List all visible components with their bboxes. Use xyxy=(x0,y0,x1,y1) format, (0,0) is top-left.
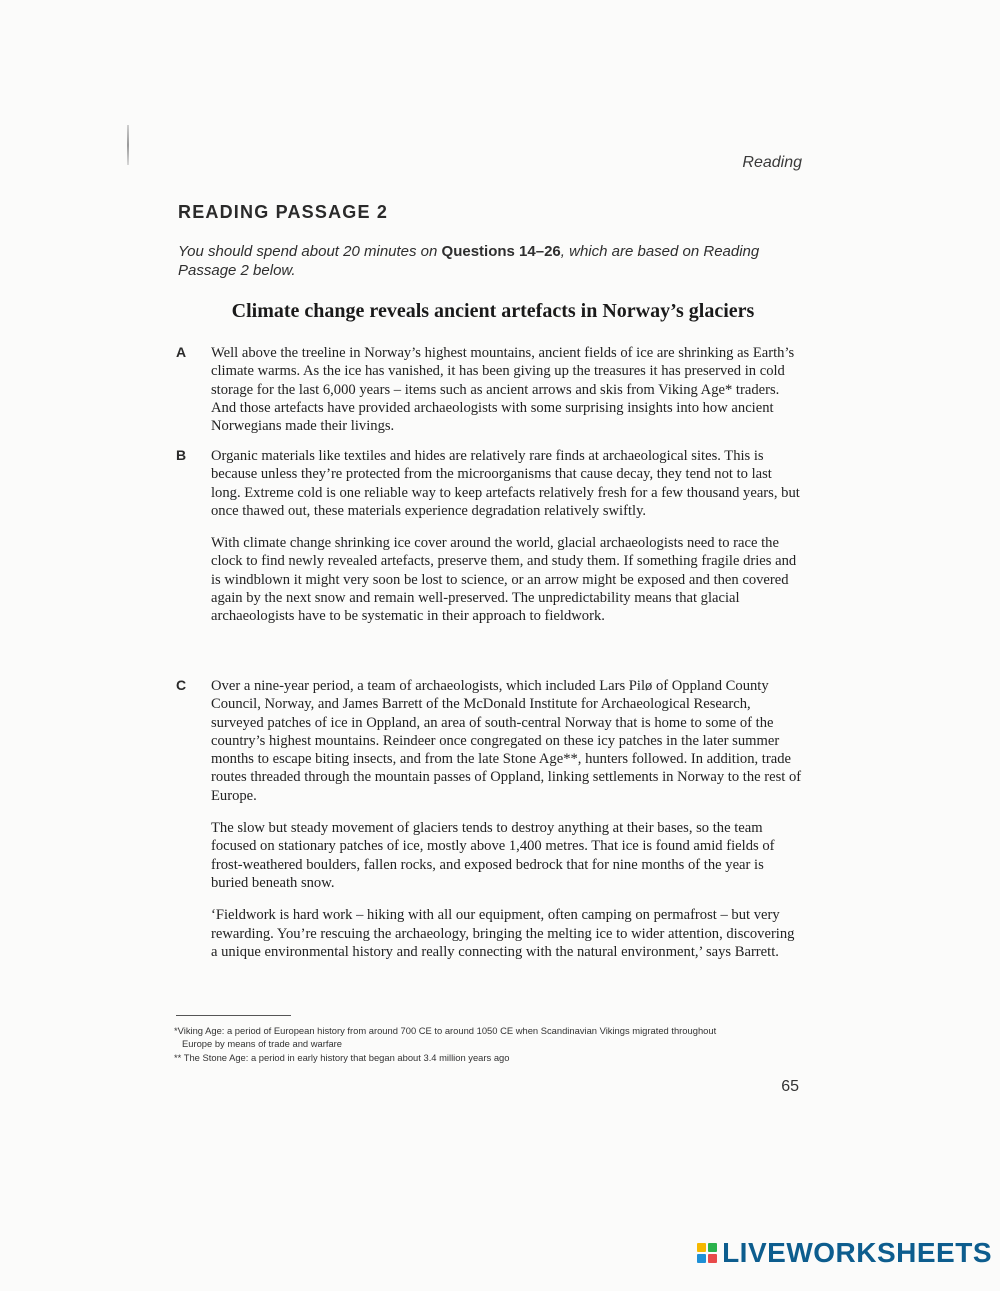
footnotes xyxy=(174,1024,784,1065)
section-letter-a: A xyxy=(176,344,187,360)
logo-square-yellow xyxy=(697,1243,706,1252)
instructions-text-pre: You should spend about 20 minutes on xyxy=(178,243,442,260)
section-b xyxy=(176,447,816,640)
footnote-viking-age-line1: *Viking Age: a period of European history from around 700 CE to around 1050 CE when Scandinavian Vikings migrated throughout xyxy=(174,1025,717,1036)
running-head: Reading xyxy=(742,154,802,171)
section-c xyxy=(176,677,816,975)
instructions xyxy=(178,242,808,280)
scan-artifact-mark xyxy=(127,125,129,165)
footnote-stone-age xyxy=(174,1051,784,1064)
paragraph-c-1: Over a nine-year period, a team of archaeologists, which included Lars Pilø of Oppland County Council, Norway, and James Barrett of the McDonald Institute for Archaeological Research, surveyed patches of ice in Oppland, an area of south-central Norway that is home to some of the country’s highest mountains. Reindeer once congregated on these icy patches in the later summer months to escape biting insects, and from the late Stone Age**, hunters followed. In addition, trade routes threaded through the mountain passes of Oppland, linking settlements in Norway to the rest of Europe. xyxy=(211,678,802,804)
section-a xyxy=(176,344,816,449)
footnote-viking-age xyxy=(174,1024,784,1050)
paragraph-c-2: The slow but steady movement of glaciers tends to destroy anything at their bases, so the team focused on stationary patches of ice, mostly above 1,400 metres. That ice is found amid fields of frost-weathered boulders, fallen rocks, and exposed bedrock that for nine months of the year is buried beneath snow. xyxy=(211,820,775,891)
paragraph-b-2: With climate change shrinking ice cover around the world, glacial archaeologists need to race the clock to find newly revealed artefacts, preserve them, and study them. If something fragile dries and is windblown it might very soon be lost to science, or an arrow might be exposed and then covered again by the next snow and remain well-preserved. The unpredictability means that glacial archaeologists have to be systematic in their approach to fieldwork. xyxy=(211,535,797,625)
instructions-text-post: , which are based on Reading Passage 2 below. xyxy=(178,243,760,279)
footnote-divider xyxy=(176,1015,291,1016)
page-number: 65 xyxy=(781,1078,799,1095)
logo-square-blue xyxy=(697,1254,706,1263)
passage-label: READING PASSAGE 2 xyxy=(178,202,389,222)
section-letter-c: C xyxy=(176,677,187,693)
article-title: Climate change reveals ancient artefacts in Norway’s glaciers xyxy=(231,300,755,322)
liveworksheets-logo-icon xyxy=(697,1243,717,1263)
paragraph-b-1: Organic materials like textiles and hides are relatively rare finds at archaeological sites. This is because unless they’re protected from the microorganisms that cause decay, they tend not to last long. Extreme cold is one reliable way to keep artefacts relatively fresh for a few thousand years, but once thawed out, these materials experience degradation relatively swiftly. xyxy=(211,448,800,519)
instructions-question-range: Questions 14–26 xyxy=(441,243,561,260)
section-letter-b: B xyxy=(176,447,187,463)
logo-square-red xyxy=(708,1254,717,1263)
paragraph-c-3: ‘Fieldwork is hard work – hiking with all our equipment, often camping on permafrost – but very rewarding. You’re rescuing the archaeology, bringing the melting ice to wider attention, discovering a unique environmental history and really connecting with the natural environment,’ says Barrett. xyxy=(211,907,795,960)
paragraph-a-1: Well above the treeline in Norway’s highest mountains, ancient fields of ice are shrinking as Earth’s climate warms. As the ice has vanished, it has been giving up the treasures it has preserved in cold storage for the last 6,000 years – items such as ancient arrows and skis from Viking Age* traders. And those artefacts have provided archaeologists with some surprising insights into how ancient Norwegians made their livings. xyxy=(211,345,795,435)
footnote-stone-age-line1: ** The Stone Age: a period in early history that began about 3.4 million years ago xyxy=(174,1052,510,1063)
logo-square-green xyxy=(708,1243,717,1252)
footnote-viking-age-line2: Europe by means of trade and warfare xyxy=(182,1038,342,1049)
liveworksheets-logo-text: LIVEWORKSHEETS xyxy=(722,1237,992,1268)
liveworksheets-logo[interactable] xyxy=(697,1237,992,1269)
